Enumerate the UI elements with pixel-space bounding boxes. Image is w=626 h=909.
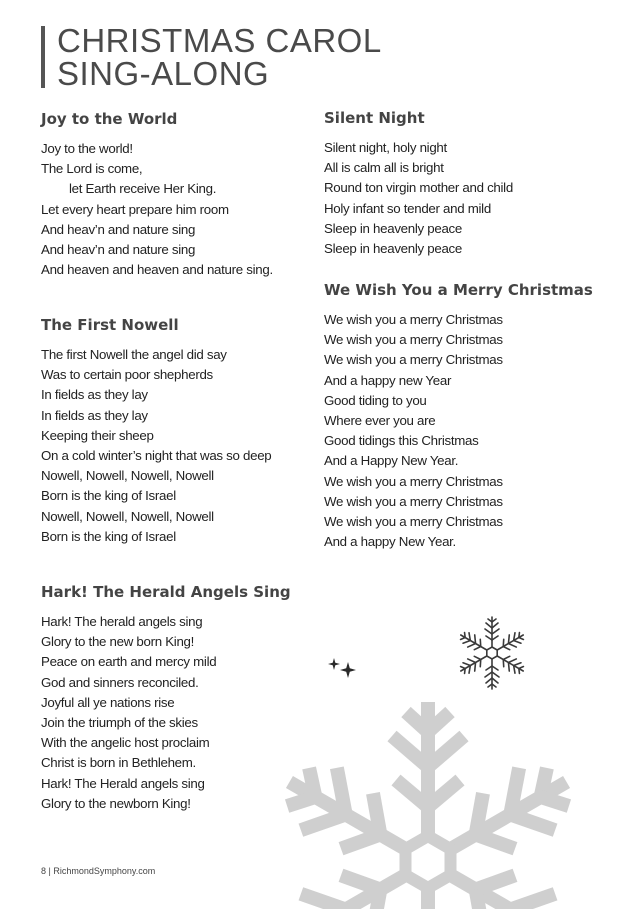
- lyric-line: And a happy New Year.: [324, 534, 456, 550]
- lyric-line: Born is the king of Israel: [41, 488, 176, 504]
- lyric-line: We wish you a merry Christmas: [324, 493, 503, 509]
- lyric-line: Peace on earth and mercy mild: [41, 654, 217, 670]
- song-we-wish-you-a-merry-christmas: [324, 280, 593, 552]
- lyric-line: let Earth receive Her King.: [69, 181, 217, 197]
- lyric-line: We wish you a merry Christmas: [324, 332, 503, 348]
- lyric-line: Let every heart prepare him room: [41, 201, 229, 217]
- lyric-line: Sleep in heavenly peace: [324, 220, 462, 236]
- lyric-line: And heaven and heaven and nature sing.: [41, 262, 273, 278]
- song-title: Hark! The Herald Angels Sing: [41, 583, 291, 601]
- song-lyrics: [41, 345, 271, 547]
- lyric-line: And a happy new Year: [324, 372, 452, 388]
- lyric-line: We wish you a merry Christmas: [324, 312, 503, 327]
- song-lyrics: [324, 138, 513, 259]
- lyric-line: Silent night, holy night: [324, 140, 447, 155]
- lyric-line: Where ever you are: [324, 413, 436, 429]
- song-title: Joy to the World: [41, 110, 178, 128]
- lyric-line: And heav’n and nature sing: [41, 221, 196, 237]
- sparkle-icon: [326, 654, 360, 684]
- lyric-line: Join the triumph of the skies: [41, 715, 198, 731]
- song-lyrics: [41, 139, 273, 280]
- lyric-line: Joy to the world!: [41, 141, 133, 156]
- lyric-line: Joyful all ye nations rise: [41, 694, 175, 710]
- lyric-line: The first Nowell the angel did say: [41, 347, 227, 362]
- song-lyrics: [324, 310, 593, 552]
- lyric-line: God and sinners reconciled.: [41, 674, 199, 690]
- page-number: 8: [41, 866, 47, 876]
- lyric-line: In fields as they lay: [41, 407, 148, 423]
- lyric-line: Good tiding to you: [324, 392, 427, 408]
- lyric-line: Holy infant so tender and mild: [324, 200, 491, 216]
- page-title-line-2: SING-ALONG: [57, 55, 270, 92]
- page-title-line-1: CHRISTMAS CAROL: [57, 22, 382, 59]
- lyric-line: Christ is born in Bethlehem.: [41, 755, 196, 771]
- song-silent-night: [324, 108, 513, 259]
- lyric-line: Keeping their sheep: [41, 427, 154, 443]
- lyric-line: Hark! The Herald angels sing: [41, 775, 205, 791]
- title-accent-bar: [41, 26, 45, 88]
- lyric-line: The Lord is come,: [41, 161, 143, 177]
- lyric-line: We wish you a merry Christmas: [324, 514, 503, 530]
- lyric-line: Glory to the new born King!: [41, 634, 195, 650]
- lyric-line: On a cold winter’s night that was so deep: [41, 448, 272, 464]
- song-title: Silent Night: [324, 109, 425, 127]
- lyric-line: All is calm all is bright: [324, 160, 444, 176]
- lyric-line: Sleep in heavenly peace: [324, 241, 462, 257]
- song-title: We Wish You a Merry Christmas: [324, 281, 593, 299]
- lyric-line: We wish you a merry Christmas: [324, 352, 503, 368]
- song-the-first-nowell: [41, 315, 271, 547]
- lyric-line: With the angelic host proclaim: [41, 735, 210, 751]
- lyric-line: Hark! The herald angels sing: [41, 614, 203, 629]
- song-joy-to-the-world: [41, 109, 273, 280]
- lyric-line: And a Happy New Year.: [324, 453, 459, 469]
- lyric-line: Was to certain poor shepherds: [41, 367, 213, 383]
- lyric-line: We wish you a merry Christmas: [324, 473, 503, 489]
- page-footer: [41, 866, 155, 876]
- lyric-line: Glory to the newborn King!: [41, 795, 191, 811]
- lyric-line: Good tidings this Christmas: [324, 433, 479, 449]
- website-link[interactable]: RichmondSymphony.com: [53, 866, 156, 876]
- page-title: [57, 24, 382, 90]
- lyric-line: Nowell, Nowell, Nowell, Nowell: [41, 468, 214, 484]
- footer-separator: |: [48, 866, 54, 876]
- song-title: The First Nowell: [41, 316, 179, 334]
- lyric-line: Born is the king of Israel: [41, 528, 176, 544]
- lyric-line: In fields as they lay: [41, 387, 148, 403]
- lyric-line: Nowell, Nowell, Nowell, Nowell: [41, 508, 214, 524]
- lyric-line: Round ton virgin mother and child: [324, 180, 513, 196]
- large-snowflake-icon: [238, 692, 626, 909]
- small-snowflake-icon: [452, 613, 532, 693]
- lyric-line: And heav’n and nature sing: [41, 242, 196, 258]
